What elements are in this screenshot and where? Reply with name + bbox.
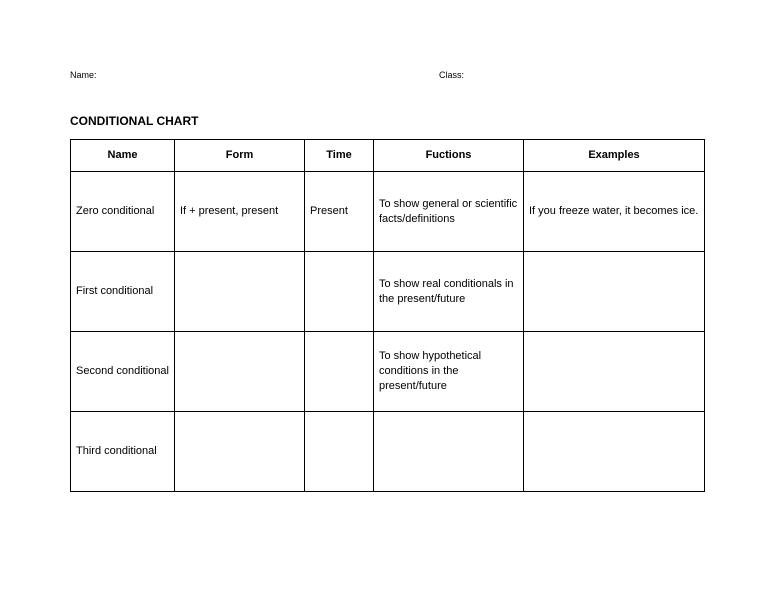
table-row <box>71 172 705 252</box>
column-header-name: Name <box>71 140 175 172</box>
name-label: Name: <box>70 70 97 80</box>
cell-examples: If you freeze water, it becomes ice. <box>524 172 705 252</box>
column-header-time: Time <box>305 140 374 172</box>
cell-name: Second conditional <box>71 332 175 412</box>
cell-functions: To show hypothetical conditions in the present/future <box>374 332 524 412</box>
column-header-functions: Fuctions <box>374 140 524 172</box>
cell-examples <box>524 412 705 492</box>
cell-functions: To show general or scientific facts/definitions <box>374 172 524 252</box>
table-row <box>71 412 705 492</box>
chart-title: CONDITIONAL CHART <box>70 114 199 128</box>
cell-form: If + present, present <box>175 172 305 252</box>
cell-form <box>175 332 305 412</box>
conditional-chart-table <box>70 139 705 492</box>
cell-time: Present <box>305 172 374 252</box>
header-row <box>71 140 705 172</box>
cell-name: Zero conditional <box>71 172 175 252</box>
cell-examples <box>524 332 705 412</box>
cell-time <box>305 252 374 332</box>
cell-name: Third conditional <box>71 412 175 492</box>
cell-examples <box>524 252 705 332</box>
cell-functions <box>374 412 524 492</box>
column-header-form: Form <box>175 140 305 172</box>
table-row <box>71 332 705 412</box>
cell-time <box>305 412 374 492</box>
table-row <box>71 252 705 332</box>
cell-form <box>175 252 305 332</box>
column-header-examples: Examples <box>524 140 705 172</box>
class-label: Class: <box>439 70 465 80</box>
cell-time <box>305 332 374 412</box>
cell-form <box>175 412 305 492</box>
cell-functions: To show real conditionals in the present/future <box>374 252 524 332</box>
cell-name: First conditional <box>71 252 175 332</box>
